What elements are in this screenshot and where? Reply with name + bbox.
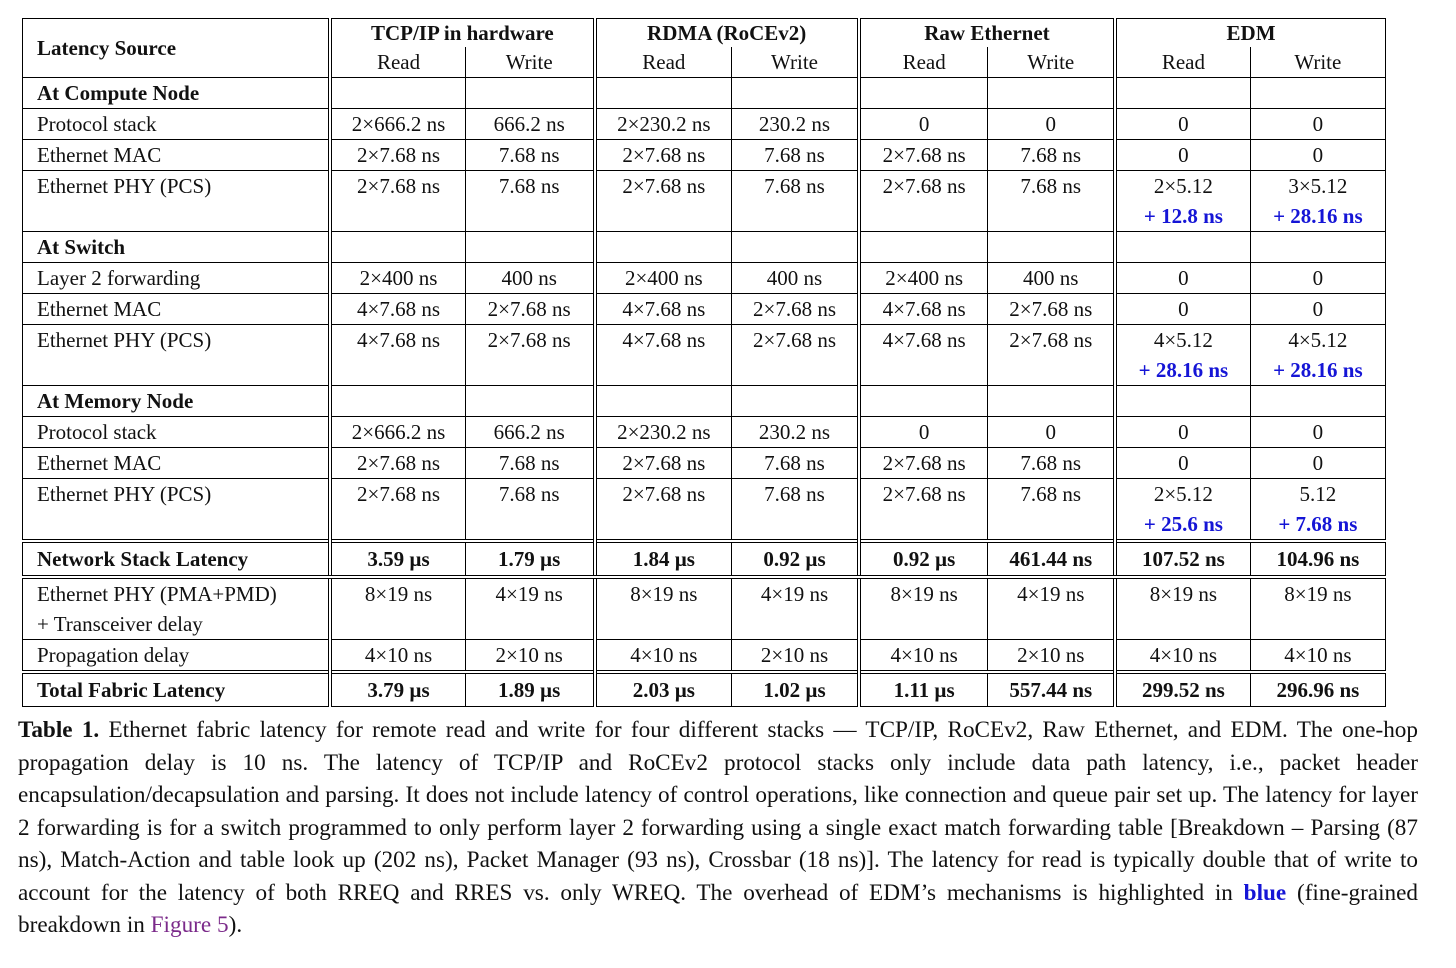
cell-value: 0: [918, 420, 930, 444]
table-cell: [1115, 109, 1250, 140]
cell-value: 400 ns: [1023, 266, 1079, 290]
caption-head: Table 1.: [18, 717, 100, 743]
header-read: Read: [330, 47, 465, 78]
table-cell: 2.03 µs: [595, 672, 732, 707]
cell-value: 666.2 ns: [493, 112, 565, 136]
section-header-row: [23, 232, 1386, 263]
cell-value: 4×7.68 ns: [882, 297, 966, 321]
table-cell: 2×10 ns: [465, 640, 594, 673]
edm-overhead-value: + 25.6 ns: [1143, 512, 1223, 536]
network-stack-latency-row: [23, 541, 1386, 577]
header-group-rdma: RDMA (RoCEv2): [595, 19, 859, 48]
table-cell: 3.79 µs: [330, 672, 465, 707]
edm-overhead-value: + 12.8 ns: [1143, 204, 1223, 228]
row-label: Protocol stack: [23, 417, 331, 448]
cell-value: 0: [918, 112, 930, 136]
empty-cell: [988, 232, 1115, 263]
cell-value: 2×7.68 ns: [622, 451, 706, 475]
table-cell: [330, 325, 465, 386]
cell-value: 0: [1178, 420, 1189, 444]
cell-value: 2×7.68 ns: [882, 174, 966, 198]
table-cell: [988, 448, 1115, 479]
cell-value: 0: [1178, 143, 1189, 167]
cell-value: 0: [1178, 112, 1189, 136]
empty-cell: [732, 78, 859, 109]
table-cell: 1.02 µs: [732, 672, 859, 707]
empty-cell: [465, 232, 594, 263]
section-title: At Switch: [23, 232, 331, 263]
label-line: Propagation delay: [37, 643, 190, 667]
cell-value: 0: [1178, 297, 1189, 321]
row-label: Ethernet PHY (PCS): [23, 479, 331, 542]
table-cell: [1115, 448, 1250, 479]
table-cell: [988, 140, 1115, 171]
empty-cell: [1115, 386, 1250, 417]
empty-cell: [859, 232, 988, 263]
table-cell: [1115, 417, 1250, 448]
cell-value: 0: [1045, 420, 1056, 444]
cell-value: 2×7.68 ns: [753, 297, 837, 321]
cell-value: 2×7.68 ns: [622, 174, 706, 198]
table-row: [23, 263, 1386, 294]
empty-cell: [1115, 232, 1250, 263]
cell-value: 2×230.2 ns: [617, 112, 711, 136]
row-label: Ethernet PHY (PCS): [23, 171, 331, 232]
table-cell: 1.11 µs: [859, 672, 988, 707]
table-caption: [18, 714, 1418, 942]
table-row: [23, 417, 1386, 448]
table-row: [23, 325, 1386, 386]
table-cell: 296.96 ns: [1250, 672, 1385, 707]
cell-value: 5.12: [1299, 482, 1337, 506]
table-cell: [465, 263, 594, 294]
table-cell: 4×10 ns: [1115, 640, 1250, 673]
table-cell: [595, 109, 732, 140]
cell-value: 4×7.68 ns: [882, 328, 966, 352]
table-cell: 104.96 ns: [1250, 541, 1385, 577]
table-row: [23, 448, 1386, 479]
row-label: Ethernet PHY (PCS): [23, 325, 331, 386]
table-cell: [465, 171, 594, 232]
table-cell: 4×10 ns: [1250, 640, 1385, 673]
table-cell: [465, 417, 594, 448]
table-cell: [988, 109, 1115, 140]
table-cell: 4×10 ns: [595, 640, 732, 673]
header-read: Read: [595, 47, 732, 78]
cell-value: 0: [1312, 143, 1324, 167]
table-cell: [465, 109, 594, 140]
cell-value: 7.68 ns: [764, 482, 825, 506]
table-cell: 3.59 µs: [330, 541, 465, 577]
table-cell: [595, 140, 732, 171]
table-cell: [859, 140, 988, 171]
header-group-raw-ethernet: Raw Ethernet: [859, 19, 1115, 48]
cell-value: 0: [1178, 266, 1189, 290]
table-cell: [330, 294, 465, 325]
cell-value: 230.2 ns: [758, 420, 831, 444]
table-row: [23, 640, 1386, 673]
edm-overhead-value: + 28.16 ns: [1273, 204, 1363, 228]
cell-value: 2×7.68 ns: [357, 174, 441, 198]
latency-table-container: [22, 18, 1386, 707]
header-read: Read: [1115, 47, 1250, 78]
header-write: Write: [465, 47, 594, 78]
empty-cell: [988, 78, 1115, 109]
empty-cell: [1250, 78, 1385, 109]
cell-value: 2×7.68 ns: [357, 451, 441, 475]
table-cell: [1250, 263, 1385, 294]
table-cell: 8×19 ns: [330, 577, 465, 640]
table-cell: [1250, 448, 1385, 479]
table-cell: [988, 417, 1115, 448]
table-cell: [732, 417, 859, 448]
empty-cell: [859, 386, 988, 417]
table-row: [23, 577, 1386, 640]
empty-cell: [988, 386, 1115, 417]
table-cell: [1115, 171, 1250, 232]
empty-cell: [1250, 232, 1385, 263]
table-cell: [330, 263, 465, 294]
table-cell: [1250, 325, 1385, 386]
header-write: Write: [1250, 47, 1385, 78]
cell-value: 0: [1045, 112, 1056, 136]
section-header-row: [23, 78, 1386, 109]
edm-overhead-value: + 28.16 ns: [1138, 358, 1229, 382]
empty-cell: [330, 386, 465, 417]
table-row: [23, 294, 1386, 325]
empty-cell: [330, 232, 465, 263]
table-cell: [859, 448, 988, 479]
table-cell: [988, 479, 1115, 542]
caption-text: Ethernet fabric latency for remote read and write for four different stacks — TCP/IP, RoCEv2, Raw Ethernet, and EDM. The one-hop propagation delay is 10 ns. The latency of TCP/IP and RoCEv2 protocol stacks only include data path latency, i.e., packet header encapsulation/decapsulation and parsing. It does not include latency of control operations, like connection and queue pair set up. The latency for layer 2 forwarding is for a switch programmed to only perform layer 2 forwarding using a single exact match forwarding table [Breakdown – Parsing (87 ns), Match-Action and table look up (202 ns), Packet Manager (93 ns), Crossbar (18 ns)]. The latency for read is typically double that of write to account for the latency of both RREQ and RRES vs. only WREQ. The overhead of EDM’s mechanisms is highlighted in: [18, 717, 1418, 906]
table-cell: 4×10 ns: [330, 640, 465, 673]
cell-value: 4×5.12: [1153, 328, 1213, 352]
caption-text-2: (fine-grained breakdown in: [18, 879, 1419, 938]
empty-cell: [330, 78, 465, 109]
latency-table: [22, 18, 1386, 707]
table-cell: [732, 479, 859, 542]
table-cell: [1250, 171, 1385, 232]
cell-value: 4×7.68 ns: [357, 297, 441, 321]
label-line: Ethernet PHY (PMA+PMD): [37, 582, 277, 606]
table-cell: 8×19 ns: [1115, 577, 1250, 640]
table-cell: [988, 294, 1115, 325]
empty-cell: [732, 232, 859, 263]
cell-value: 7.68 ns: [498, 451, 560, 475]
table-cell: [465, 140, 594, 171]
cell-value: 230.2 ns: [758, 112, 831, 136]
table-cell: [1115, 263, 1250, 294]
section-title: At Memory Node: [23, 386, 331, 417]
figure-5-link[interactable]: Figure 5: [150, 912, 229, 938]
table-cell: 0.92 µs: [732, 541, 859, 577]
cell-value: 400 ns: [501, 266, 557, 290]
cell-value: 0: [1312, 451, 1324, 475]
header-write: Write: [988, 47, 1115, 78]
cell-value: 4×5.12: [1288, 328, 1348, 352]
table-cell: [330, 479, 465, 542]
row-label: [23, 577, 331, 640]
header-latency-source: Latency Source: [23, 19, 331, 78]
table-cell: 8×19 ns: [1250, 577, 1385, 640]
header-group-tcpip: TCP/IP in hardware: [330, 19, 594, 48]
cell-value: 7.68 ns: [1020, 143, 1082, 167]
table-cell: [595, 448, 732, 479]
table-cell: 1.89 µs: [465, 672, 594, 707]
header-group-edm: EDM: [1115, 19, 1385, 48]
row-label: Layer 2 forwarding: [23, 263, 331, 294]
table-cell: 2×10 ns: [988, 640, 1115, 673]
cell-value: 2×666.2 ns: [351, 112, 446, 136]
table-cell: [988, 325, 1115, 386]
table-cell: [465, 325, 594, 386]
table-cell: [859, 263, 988, 294]
cell-value: 7.68 ns: [1020, 174, 1082, 198]
table-cell: [1250, 479, 1385, 542]
cell-value: 7.68 ns: [1020, 451, 1082, 475]
table-cell: [330, 417, 465, 448]
cell-value: 2×7.68 ns: [1009, 297, 1093, 321]
row-label: Ethernet MAC: [23, 448, 331, 479]
table-cell: [859, 294, 988, 325]
cell-value: 2×666.2 ns: [351, 420, 446, 444]
label-line: + Transceiver delay: [37, 612, 203, 636]
table-cell: [595, 417, 732, 448]
row-label: Ethernet MAC: [23, 140, 331, 171]
cell-value: 7.68 ns: [498, 482, 560, 506]
header-read: Read: [859, 47, 988, 78]
table-cell: 4×10 ns: [859, 640, 988, 673]
table-cell: [1115, 479, 1250, 542]
table-cell: [330, 448, 465, 479]
row-label: [23, 640, 331, 673]
table-cell: [732, 109, 859, 140]
empty-cell: [595, 386, 732, 417]
table-cell: [595, 479, 732, 542]
cell-value: 2×5.12: [1153, 174, 1213, 198]
empty-cell: [1250, 386, 1385, 417]
edm-overhead-value: + 7.68 ns: [1278, 512, 1358, 536]
cell-value: 2×7.68 ns: [882, 451, 966, 475]
cell-value: 7.68 ns: [764, 451, 825, 475]
header-write: Write: [732, 47, 859, 78]
cell-value: 2×400 ns: [359, 266, 438, 290]
table-cell: [1250, 417, 1385, 448]
table-cell: [859, 417, 988, 448]
table-cell: 557.44 ns: [988, 672, 1115, 707]
table-cell: 107.52 ns: [1115, 541, 1250, 577]
total-fabric-latency-row: [23, 672, 1386, 707]
table-cell: [1250, 109, 1385, 140]
table-cell: 299.52 ns: [1115, 672, 1250, 707]
row-label: Protocol stack: [23, 109, 331, 140]
table-cell: [465, 448, 594, 479]
edm-overhead-value: + 28.16 ns: [1273, 358, 1363, 382]
cell-value: 3×5.12: [1288, 174, 1348, 198]
cell-value: 0: [1312, 297, 1324, 321]
cell-value: 7.68 ns: [764, 143, 825, 167]
empty-cell: [595, 232, 732, 263]
cell-value: 666.2 ns: [493, 420, 565, 444]
caption-blue-word: blue: [1243, 879, 1287, 906]
cell-value: 2×7.68 ns: [622, 143, 706, 167]
table-cell: [1115, 325, 1250, 386]
table-row: [23, 479, 1386, 542]
cell-value: 2×7.68 ns: [357, 482, 441, 506]
table-cell: 8×19 ns: [859, 577, 988, 640]
table-row: [23, 109, 1386, 140]
table-cell: [465, 294, 594, 325]
table-row: [23, 140, 1386, 171]
table-cell: [595, 294, 732, 325]
table-cell: [330, 171, 465, 232]
table-cell: [1115, 294, 1250, 325]
cell-value: 2×400 ns: [885, 266, 964, 290]
table-cell: [732, 325, 859, 386]
table-cell: 4×19 ns: [732, 577, 859, 640]
cell-value: 7.68 ns: [498, 174, 560, 198]
row-label: Total Fabric Latency: [23, 672, 331, 707]
empty-cell: [732, 386, 859, 417]
cell-value: 2×7.68 ns: [882, 482, 966, 506]
table-cell: [595, 325, 732, 386]
cell-value: 2×7.68 ns: [882, 143, 966, 167]
table-cell: [988, 263, 1115, 294]
table-cell: [1115, 140, 1250, 171]
cell-value: 2×7.68 ns: [357, 143, 441, 167]
table-cell: [465, 479, 594, 542]
table-cell: [595, 263, 732, 294]
cell-value: 2×7.68 ns: [487, 328, 571, 352]
table-cell: 0.92 µs: [859, 541, 988, 577]
cell-value: 2×7.68 ns: [1009, 328, 1093, 352]
table-cell: [859, 325, 988, 386]
cell-value: 2×7.68 ns: [487, 297, 571, 321]
table-cell: 4×19 ns: [465, 577, 594, 640]
cell-value: 2×5.12: [1153, 482, 1213, 506]
cell-value: 4×7.68 ns: [622, 297, 706, 321]
cell-value: 7.68 ns: [498, 143, 560, 167]
table-cell: [1250, 140, 1385, 171]
section-title: At Compute Node: [23, 78, 331, 109]
table-cell: 2×10 ns: [732, 640, 859, 673]
cell-value: 400 ns: [766, 266, 823, 290]
cell-value: 4×7.68 ns: [357, 328, 441, 352]
cell-value: 2×230.2 ns: [617, 420, 711, 444]
table-cell: [859, 171, 988, 232]
empty-cell: [465, 78, 594, 109]
table-cell: [595, 171, 732, 232]
cell-value: 0: [1312, 266, 1324, 290]
table-cell: [859, 479, 988, 542]
table-cell: [732, 171, 859, 232]
row-label: Network Stack Latency: [23, 541, 331, 577]
table-cell: [732, 263, 859, 294]
cell-value: 7.68 ns: [764, 174, 825, 198]
cell-value: 7.68 ns: [1020, 482, 1082, 506]
empty-cell: [595, 78, 732, 109]
cell-value: 0: [1178, 451, 1189, 475]
cell-value: 2×7.68 ns: [622, 482, 706, 506]
row-label: Ethernet MAC: [23, 294, 331, 325]
section-header-row: [23, 386, 1386, 417]
cell-value: 2×7.68 ns: [753, 328, 837, 352]
table-cell: [1250, 294, 1385, 325]
table-cell: [330, 109, 465, 140]
table-cell: [732, 294, 859, 325]
empty-cell: [1115, 78, 1250, 109]
empty-cell: [465, 386, 594, 417]
table-body: [23, 78, 1386, 707]
cell-value: 0: [1312, 112, 1324, 136]
table-cell: 4×19 ns: [988, 577, 1115, 640]
cell-value: 0: [1312, 420, 1324, 444]
table-cell: 8×19 ns: [595, 577, 732, 640]
cell-value: 4×7.68 ns: [622, 328, 706, 352]
table-row: [23, 171, 1386, 232]
table-cell: [732, 140, 859, 171]
table-cell: 1.79 µs: [465, 541, 594, 577]
table-cell: [988, 171, 1115, 232]
empty-cell: [859, 78, 988, 109]
table-cell: [330, 140, 465, 171]
table-cell: [732, 448, 859, 479]
table-cell: [859, 109, 988, 140]
caption-text-3: ).: [228, 912, 243, 938]
cell-value: 2×400 ns: [624, 266, 703, 290]
table-cell: 461.44 ns: [988, 541, 1115, 577]
table-cell: 1.84 µs: [595, 541, 732, 577]
